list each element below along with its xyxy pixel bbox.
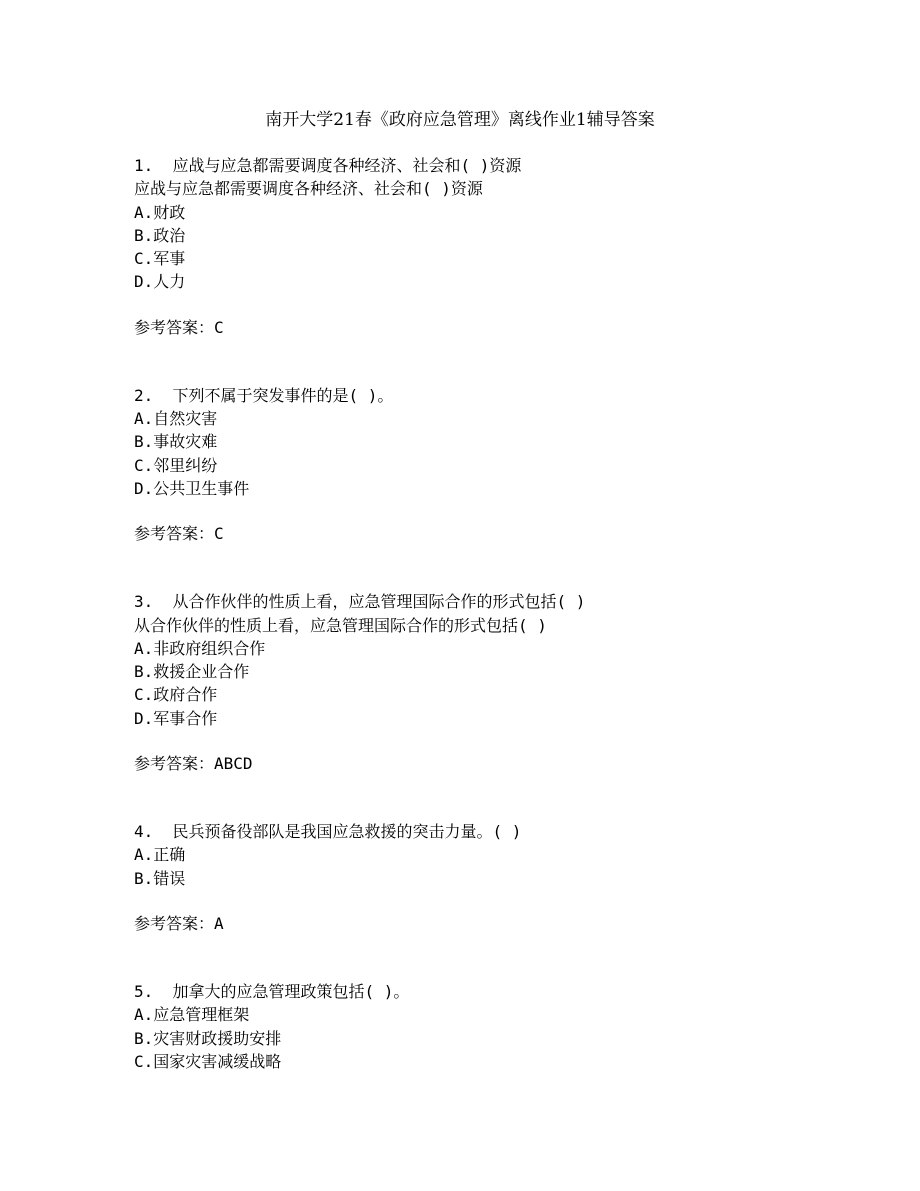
reference-answer [134, 912, 894, 936]
question-list [134, 154, 894, 1117]
question-stem: 下列不属于突发事件的是( )。 [172, 385, 394, 405]
answer-value: A [214, 913, 224, 933]
answer-value: ABCD [214, 754, 253, 774]
question-number: 5. [134, 981, 154, 1001]
question-2-heading [134, 384, 894, 407]
question-stem-repeat: 从合作伙伴的性质上看，应急管理国际合作的形式包括( ) [134, 615, 547, 635]
question-number: 3. [134, 592, 154, 612]
question-stem: 民兵预备役部队是我国应急救援的突击力量。( ) [172, 822, 522, 842]
answer-label: 参考答案： [134, 317, 215, 337]
reference-answer [134, 316, 894, 340]
question-5 [134, 980, 894, 1073]
option-b: B.灾害财政援助安排 [134, 1028, 282, 1048]
option-c: C.政府合作 [134, 685, 218, 705]
option-d: D.公共卫生事件 [134, 478, 250, 498]
option-a: A.非政府组织合作 [134, 638, 266, 658]
question-3 [134, 590, 894, 776]
question-number: 2. [134, 385, 154, 405]
option-b: B.政治 [134, 225, 186, 245]
option-a: A.自然灾害 [134, 409, 218, 429]
option-d: D.军事合作 [134, 708, 218, 728]
question-2 [134, 384, 894, 546]
option-a: A.应急管理框架 [134, 1005, 250, 1025]
answer-value: C [214, 317, 224, 337]
option-b: B.错误 [134, 868, 186, 888]
question-stem: 加拿大的应急管理政策包括( )。 [172, 981, 410, 1001]
option-b: B.救援企业合作 [134, 662, 250, 682]
reference-answer [134, 522, 894, 546]
option-b: B.事故灾难 [134, 432, 218, 452]
question-1-heading [134, 154, 894, 177]
question-3-heading [134, 590, 894, 613]
question-4-heading [134, 820, 894, 843]
answer-label: 参考答案： [134, 754, 215, 774]
question-5-heading [134, 980, 894, 1003]
option-c: C.军事 [134, 249, 186, 269]
answer-value: C [214, 524, 224, 544]
option-c: C.邻里纠纷 [134, 455, 218, 475]
option-c: C.国家灾害减缓战略 [134, 1051, 282, 1071]
question-4 [134, 820, 894, 936]
question-number: 4. [134, 822, 154, 842]
option-a: A.财政 [134, 202, 186, 222]
question-1 [134, 154, 894, 340]
question-number: 1. [134, 156, 154, 175]
answer-label: 参考答案： [134, 913, 215, 933]
option-d: D.人力 [134, 272, 186, 292]
question-stem: 应战与应急都需要调度各种经济、社会和( )资源 [172, 156, 522, 175]
answer-label: 参考答案： [134, 524, 215, 544]
option-a: A.正确 [134, 845, 186, 865]
reference-answer [134, 752, 894, 776]
document-title: 南开大学21春《政府应急管理》离线作业1辅导答案 [265, 110, 655, 130]
question-stem: 从合作伙伴的性质上看，应急管理国际合作的形式包括( ) [172, 592, 586, 612]
question-stem-repeat: 应战与应急都需要调度各种经济、社会和( )资源 [134, 179, 483, 199]
